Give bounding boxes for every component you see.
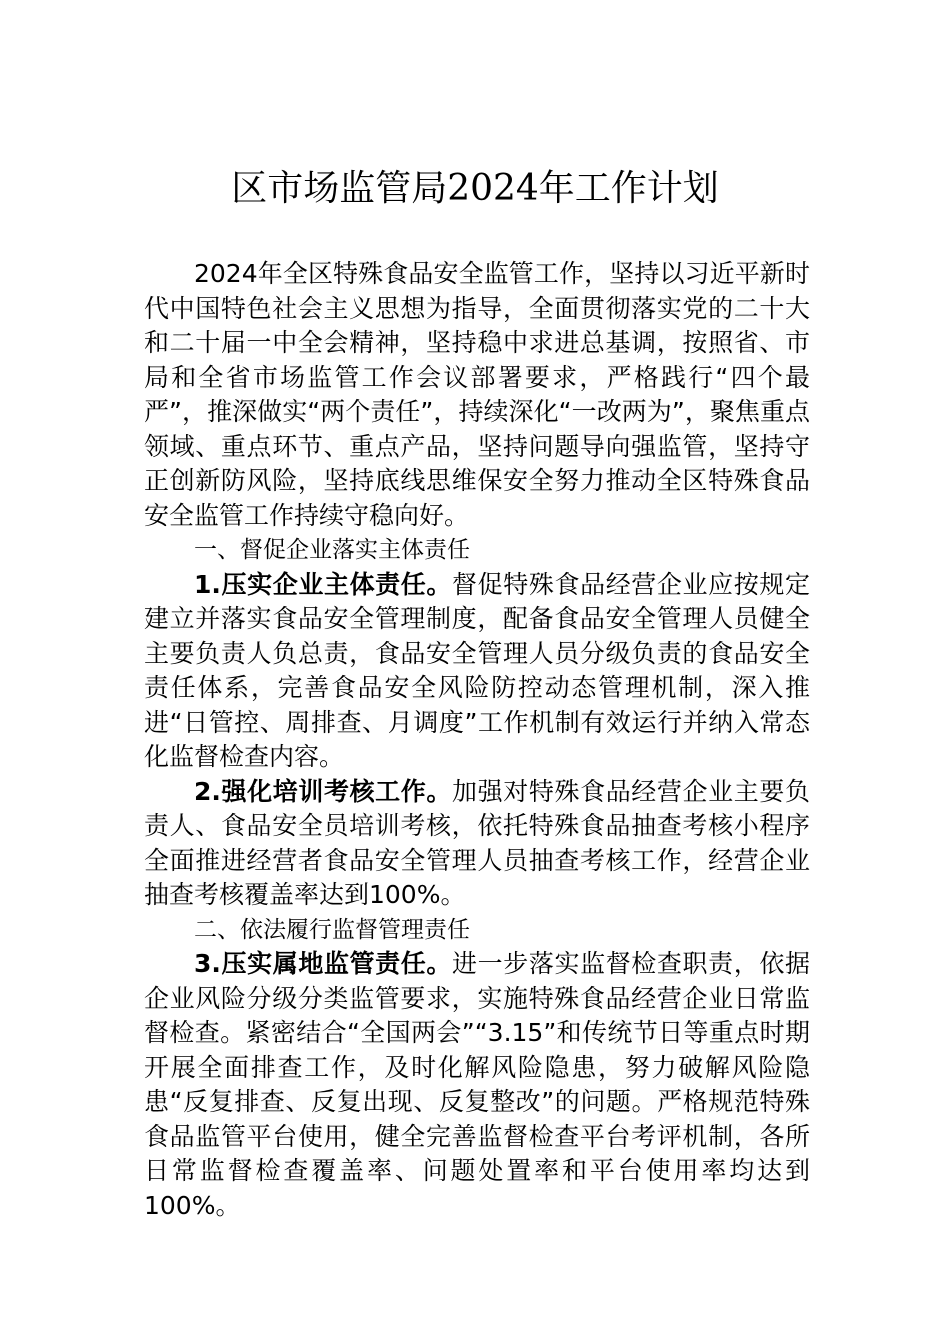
item-lead-2: 2.强化培训考核工作。	[194, 776, 453, 806]
item-lead-3: 3.压实属地监管责任。	[194, 949, 453, 978]
document-title: 区市场监管局2024年工作计划	[231, 168, 719, 209]
item-text-2: 加强对特殊食品经营企业主要负责人、食品安全员培训考核，依托特殊食品抽查考核小程序全面推进经营者食品安全管理人员抽查考核工作，经营企业抽查考核覆盖率达到100%。	[144, 776, 810, 909]
item-paragraph-3	[144, 947, 810, 1223]
item-text-3: 进一步落实监督检查职责，依据企业风险分级分类监管要求，实施特殊食品经营企业日常监督检查。紧密结合“全国两会”“3.15”和传统节日等重点时期开展全面排查工作，及时化解风险隐患，努力破解风险隐患“反复排查、反复出现、反复整改”的问题。严格规范特殊食品监管平台使用，健全完善监督检查平台考评机制，各所日常监督检查覆盖率、问题处置率和平台使用率均达到100%。	[144, 949, 810, 1220]
item-paragraph-2	[144, 775, 810, 913]
section-heading-1: 一、督促企业落实主体责任	[194, 537, 470, 563]
section-heading-2: 二、依法履行监督管理责任	[194, 916, 470, 943]
intro-paragraph: 2024年全区特殊食品安全监管工作，坚持以习近平新时代中国特色社会主义思想为指导，全面贯彻落实党的二十大和二十届一中全会精神，坚持稳中求进总基调，按照省、市局和全省市场监管工作会议部署要求，严格践行“四个最严”，推深做实“两个责任”，持续深化“一改两为”，聚焦重点领域、重点环节、重点产品，坚持问题导向强监管，坚持守正创新防风险，坚持底线思维保安全努力推动全区特殊食品安全监管工作持续守稳向好。	[144, 259, 810, 530]
item-paragraph-1	[144, 568, 810, 775]
item-lead-1: 1.压实企业主体责任。	[194, 569, 453, 599]
document-body	[144, 257, 810, 1223]
item-text-1: 督促特殊食品经营企业应按规定建立并落实食品安全管理制度，配备食品安全管理人员健全主要负责人负总责，食品安全管理人员分级负责的食品安全责任体系，完善食品安全风险防控动态管理机制，深入推进“日管控、周排查、月调度”工作机制有效运行并纳入常态化监督检查内容。	[144, 569, 810, 771]
